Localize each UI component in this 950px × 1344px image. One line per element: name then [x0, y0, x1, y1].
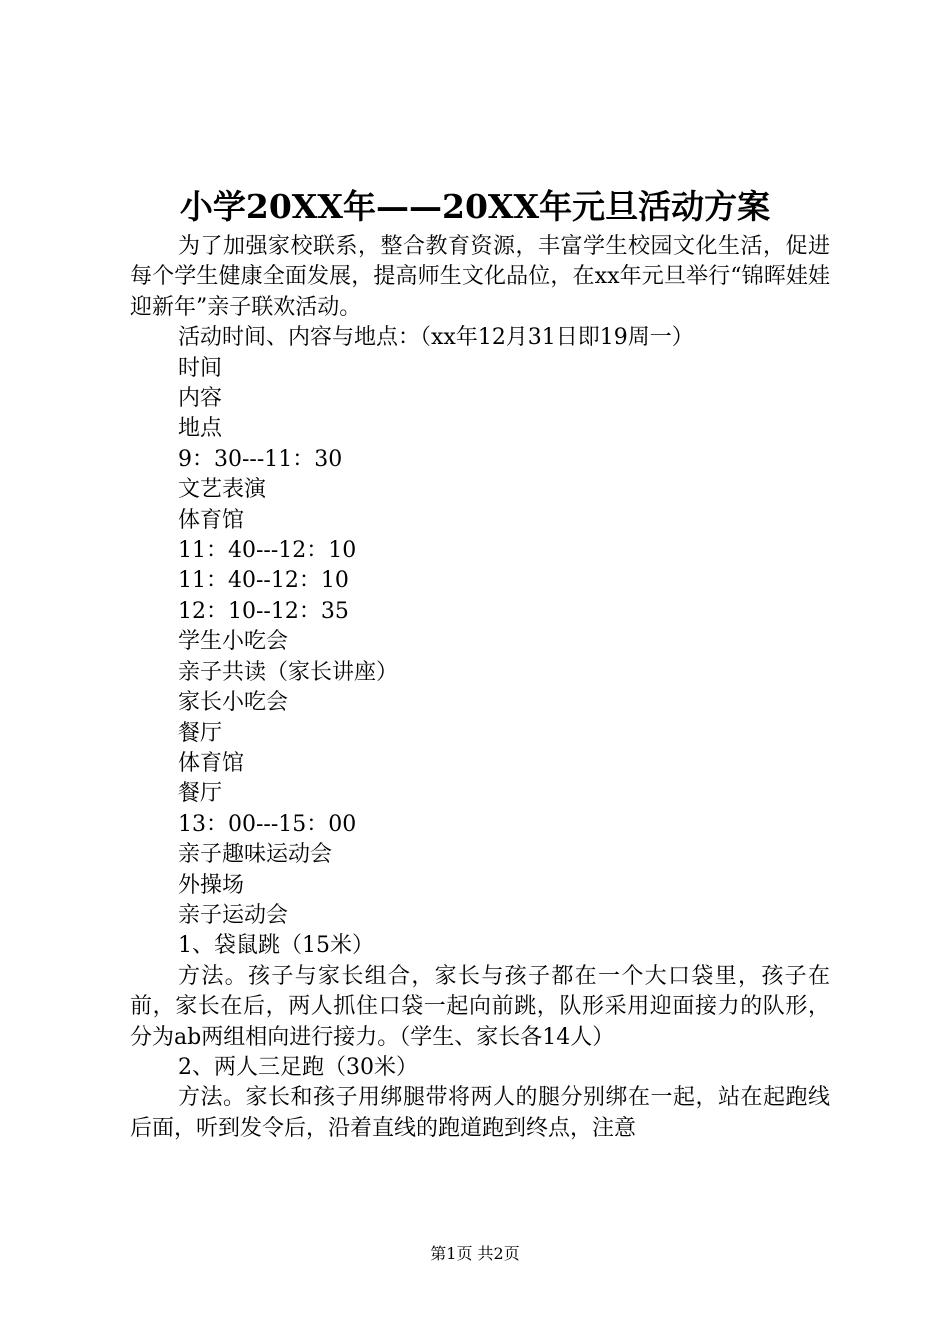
page-title: 小学20XX年——20XX年元旦活动方案 — [179, 187, 771, 226]
schedule-line: 9：30---11：30 — [178, 446, 343, 472]
schedule-line: 亲子趣味运动会 — [178, 842, 333, 868]
page-footer: 第1页 共2页 — [430, 1244, 520, 1263]
event1-method: 方法。孩子与家长组合，家长与孩子都在一个大口袋里，孩子在前，家长在后，两人抓住口袋一起向前跳，队形采用迎面接力的队形，分为ab两组相向进行接力。（学生、家长各14人） — [130, 963, 830, 1050]
schedule-line: 学生小吃会 — [178, 629, 289, 655]
schedule-line: 12：10--12：35 — [178, 598, 349, 624]
event2-method: 方法。家长和孩子用绑腿带将两人的腿分别绑在一起，站在起跑线后面，听到发令后，沿着直线的跑道跑到终点，注意 — [130, 1085, 830, 1141]
schedule-line: 外操场 — [178, 872, 245, 898]
schedule-line: 文艺表演 — [178, 477, 267, 503]
schedule-line: 餐厅 — [178, 720, 223, 746]
event2-title: 2、两人三足跑（30米） — [178, 1054, 418, 1080]
schedule-line: 地点 — [178, 416, 223, 442]
schedule-line: 亲子运动会 — [178, 902, 289, 928]
schedule-list — [130, 354, 830, 932]
schedule-line: 体育馆 — [178, 750, 245, 776]
schedule-line: 13：00---15：00 — [178, 811, 357, 837]
schedule-line: 时间 — [178, 355, 223, 381]
intro-paragraph: 为了加强家校联系，整合教育资源，丰富学生校园文化生活，促进每个学生健康全面发展，提高师生文化品位，在xx年元旦举行“锦晖娃娃迎新年”亲子联欢活动。 — [130, 234, 830, 320]
schedule-line: 体育馆 — [178, 507, 245, 533]
schedule-line: 亲子共读（家长讲座） — [178, 659, 399, 685]
schedule-line: 11：40---12：10 — [178, 538, 357, 564]
document-body — [130, 232, 830, 1144]
event1-title: 1、袋鼠跳（15米） — [178, 933, 374, 959]
schedule-line: 餐厅 — [178, 781, 223, 807]
schedule-line: 内容 — [178, 386, 223, 412]
schedule-line: 11：40--12：10 — [178, 568, 349, 594]
schedule-line: 家长小吃会 — [178, 690, 289, 716]
schedule-heading: 活动时间、内容与地点：（xx年12月31日即19周一） — [178, 325, 694, 351]
